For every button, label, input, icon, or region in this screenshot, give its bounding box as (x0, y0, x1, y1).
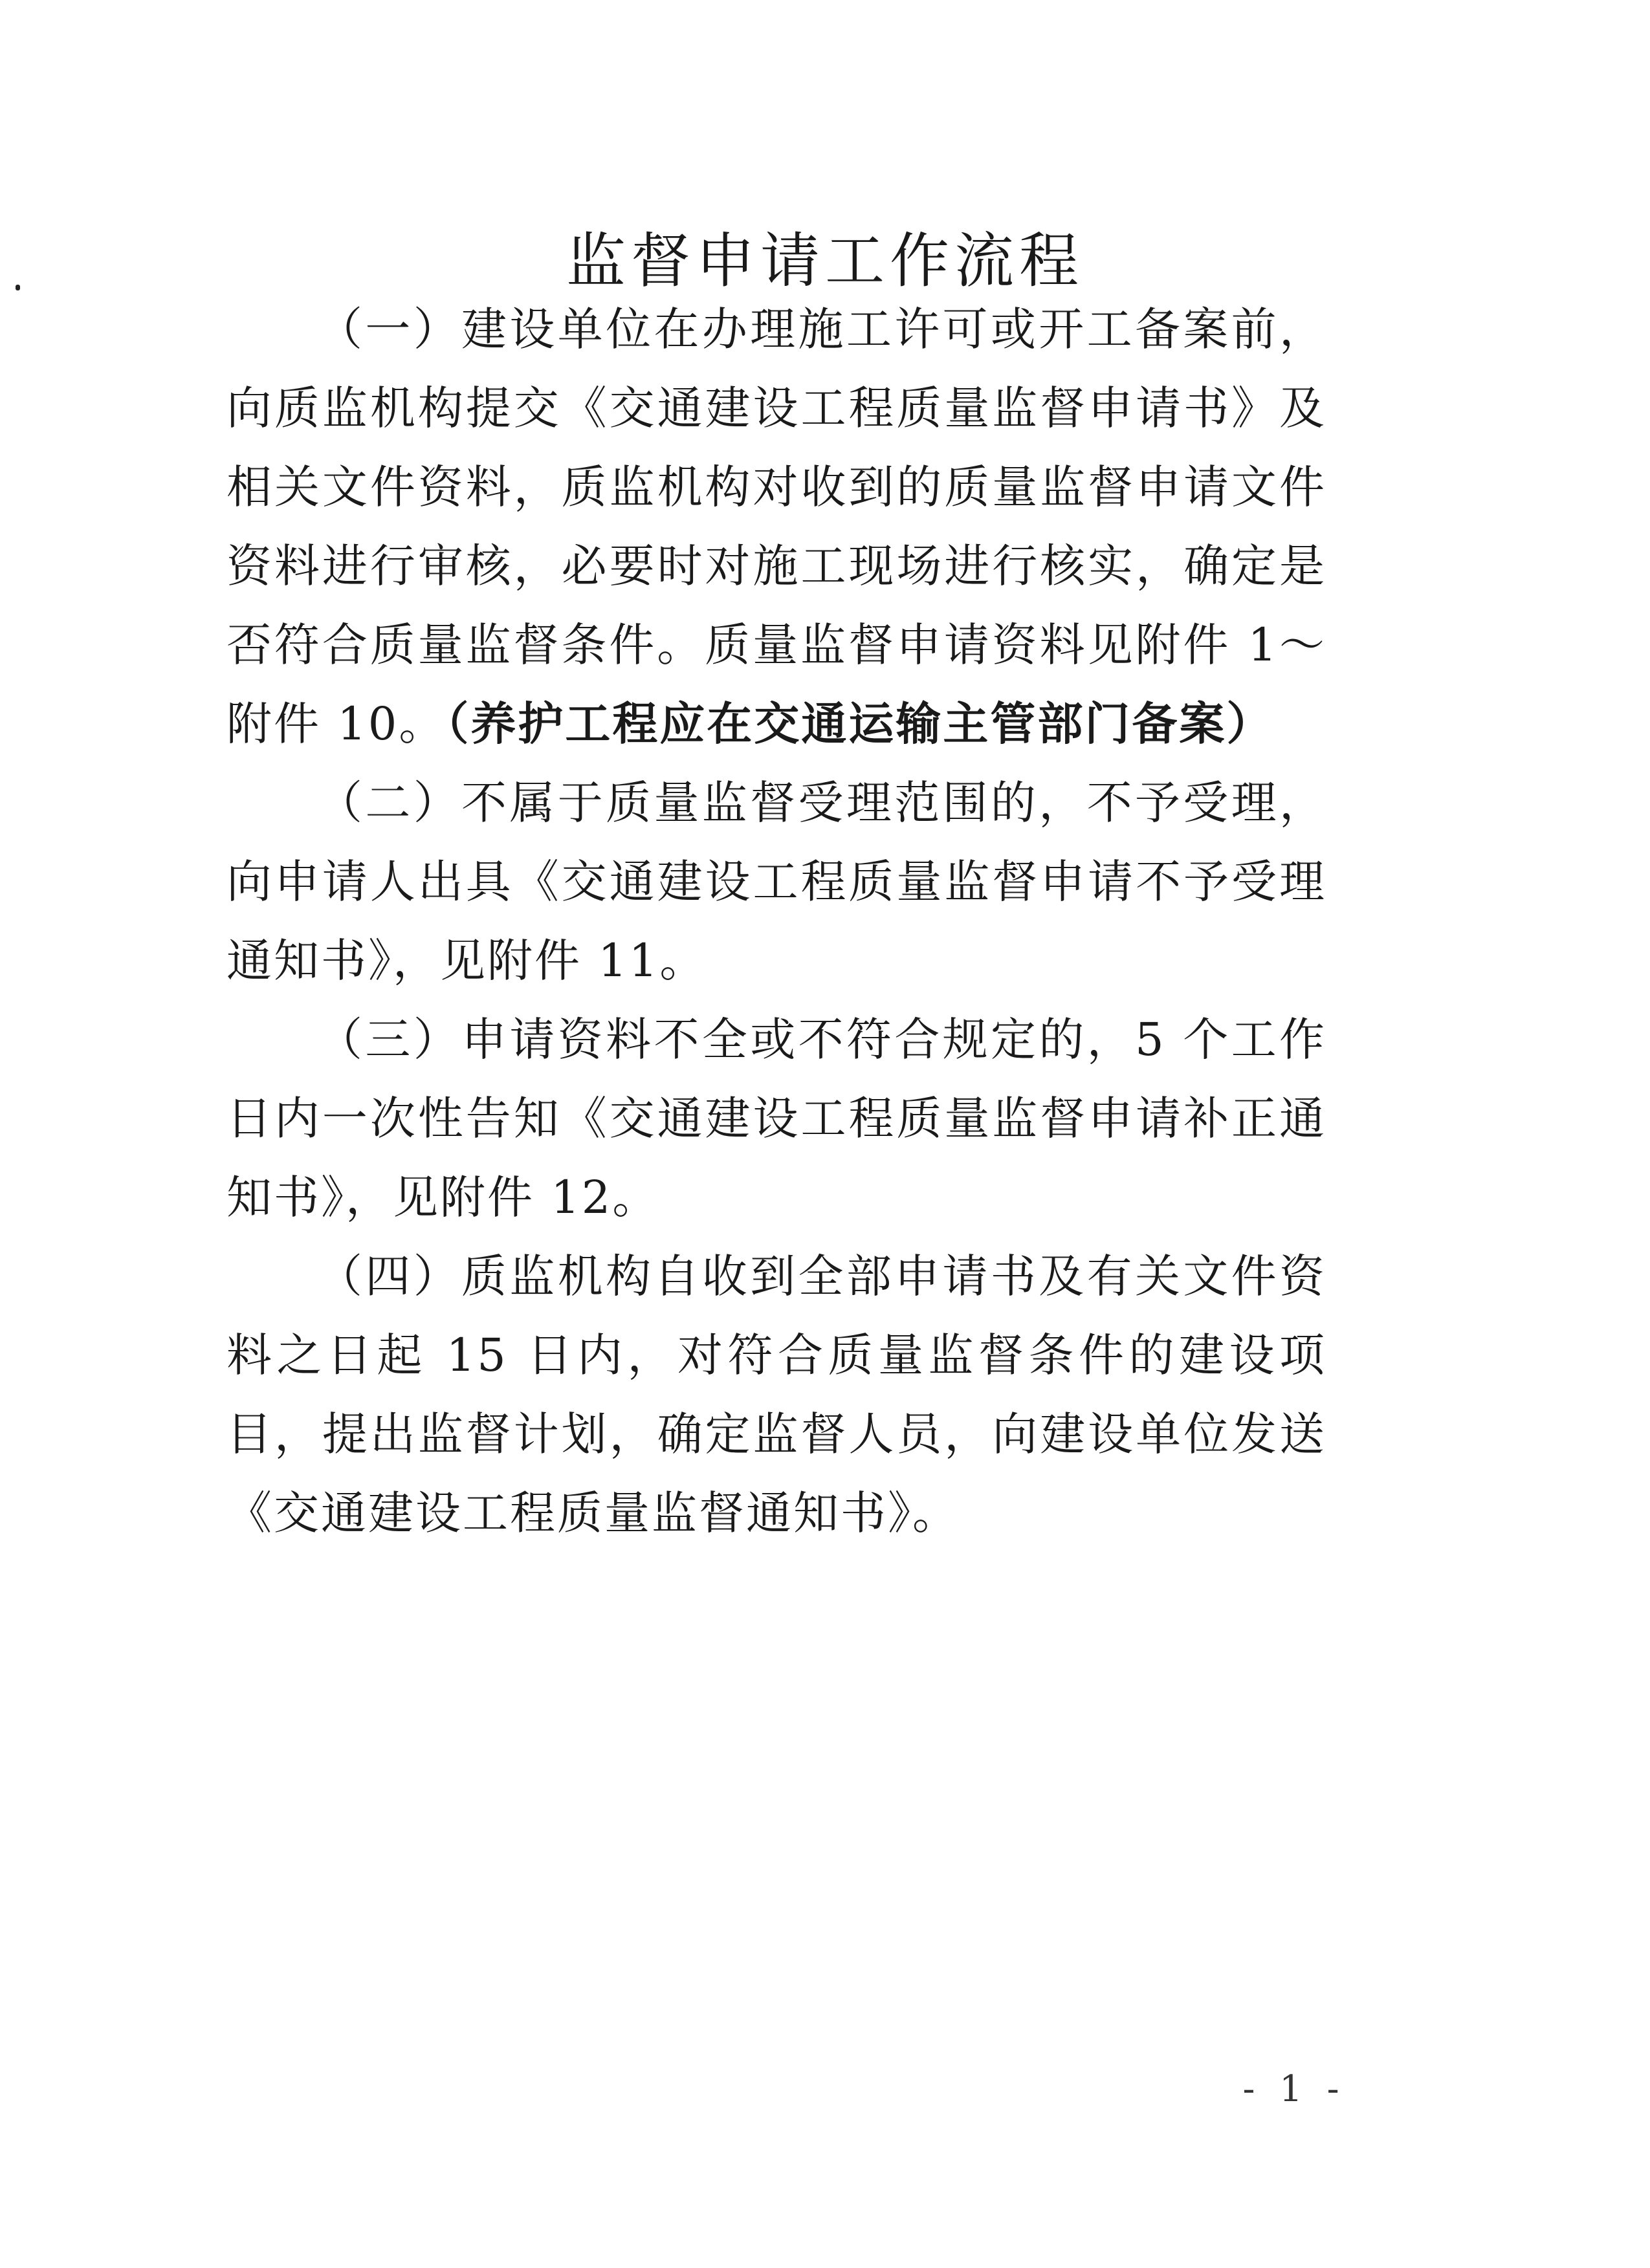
paragraph-2 (226, 763, 1326, 1000)
paragraph-4-text: （四）质监机构自收到全部申请书及有关文件资料之日起 15 日内，对符合质量监督条件的建设项目，提出监督计划，确定监督人员，向建设单位发送《交通建设工程质量监督通知书》。 (226, 1250, 1326, 1540)
paragraph-1 (226, 290, 1326, 763)
paragraph-3 (226, 1000, 1326, 1237)
paragraph-2-text: （二）不属于质量监督受理范围的，不予受理，向申请人出具《交通建设工程质量监督申请不予受理通知书》，见附件 11。 (226, 776, 1326, 987)
document-body (226, 290, 1326, 1553)
paragraph-1-text: （一）建设单位在办理施工许可或开工备案前，向质监机构提交《交通建设工程质量监督申请书》及相关文件资料，质监机构对收到的质量监督申请文件资料进行审核，必要时对施工现场进行核实，确定是否符合质量监督条件。质量监督申请资料见附件 1～附件 10。 (226, 303, 1326, 750)
paragraph-3-text: （三）申请资料不全或不符合规定的，5 个工作日内一次性告知《交通建设工程质量监督申请补正通知书》，见附件 12。 (226, 1013, 1326, 1224)
paragraph-1-bold-note: （养护工程应在交通运输主管部门备案） (446, 697, 1274, 750)
paragraph-4 (226, 1237, 1326, 1553)
document-title: 监督申请工作流程 (566, 226, 1084, 296)
page-number: - 1 - (1242, 2068, 1346, 2110)
